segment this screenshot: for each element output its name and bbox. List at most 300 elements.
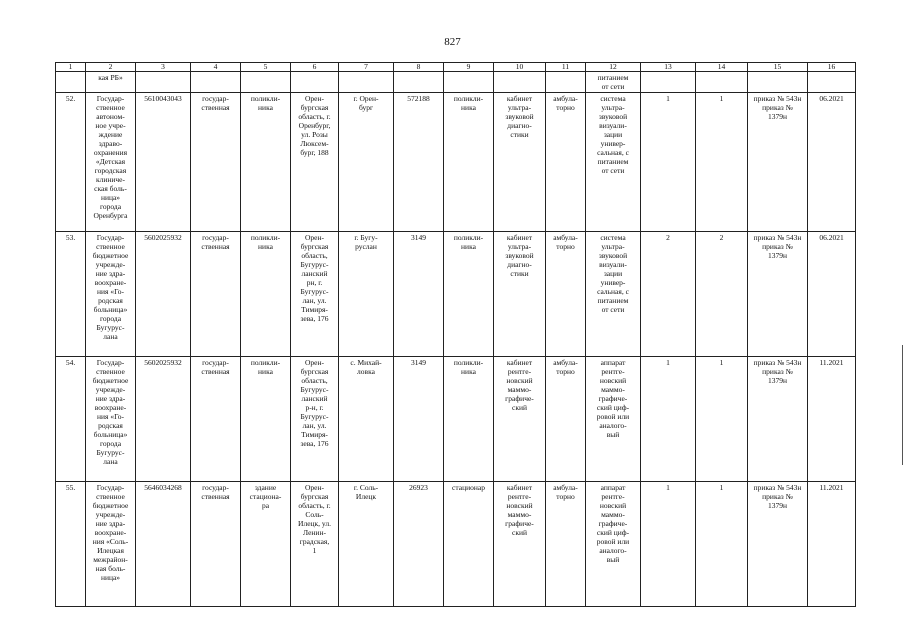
cell-text-line: ния «Го- (96, 287, 125, 296)
cell-text-line: рентге- (601, 367, 625, 376)
cell-text-line: государ- (202, 483, 229, 492)
cell-text-line: амбула- (553, 483, 578, 492)
date-cell: 11.2021 (808, 357, 856, 482)
cell-text-line: поликли- (453, 358, 484, 367)
cell-text-line: ловка (357, 367, 375, 376)
cell-text-line: звуковой (505, 251, 534, 260)
cell-text-line: города (99, 202, 122, 211)
cell-text-line: универ- (600, 139, 626, 148)
address-cell (291, 232, 339, 357)
column-number-cell: 9 (444, 63, 494, 72)
cell-text-line: ния «Го- (96, 412, 125, 421)
cell-text-line: ное учре- (95, 121, 126, 130)
cell-text-line: бургская (300, 492, 329, 501)
cell-text-line: область, (301, 376, 328, 385)
cell-text-line: визуали- (599, 121, 627, 130)
cell-text-line: поликли- (250, 233, 281, 242)
ownership-form-cell (191, 93, 241, 232)
cell-text-line: города (99, 439, 122, 448)
cell-text-line: клиниче- (95, 175, 126, 184)
facility-type-cell (241, 357, 291, 482)
cell-text-line: торно (556, 367, 575, 376)
cell-text-line: ультра- (601, 103, 625, 112)
cell-text-line: государ- (202, 233, 229, 242)
address-cell (291, 482, 339, 607)
cell-text-line: бюджетное (92, 501, 129, 510)
cell-text-line: приказ № 543н (753, 483, 802, 492)
column-number-cell: 4 (191, 63, 241, 72)
cell-text-line: 1379н (767, 112, 787, 121)
room-cell (494, 93, 546, 232)
date-cell: 06.2021 (808, 93, 856, 232)
cell-text-line: звуковой (598, 112, 628, 121)
cell-text-line: ский циф- (596, 403, 630, 412)
cell-text-line: стики (510, 130, 529, 139)
cell-text-line: ница» (100, 573, 121, 582)
facility-type-cell (241, 482, 291, 607)
code-cell: 3149 (394, 357, 444, 482)
cell-text-line: приказ № 543н (753, 94, 802, 103)
cell-text-line: зева, 176 (300, 439, 329, 448)
cell-text-line: лана (103, 457, 118, 466)
cell-text-line: ровой или (596, 412, 630, 421)
cell-text-line: Ленин- (303, 528, 326, 537)
cell-text-line: учрежде- (95, 260, 126, 269)
column-number-cell: 6 (291, 63, 339, 72)
cell-text-line: ская боль- (94, 184, 127, 193)
ownership-form-cell (191, 232, 241, 357)
empty-cell (444, 72, 494, 93)
org-name-cell (86, 482, 136, 607)
cell-text-line: зева, 176 (300, 314, 329, 323)
cell-text-line: ника (258, 242, 273, 251)
cell-text-line: сальная, с (597, 287, 629, 296)
cell-text-line: 1 (312, 546, 317, 555)
order-cell (748, 232, 808, 357)
inn-cell: 5610043043 (136, 93, 191, 232)
care-conditions-cell (546, 357, 586, 482)
org-name-cell (86, 93, 136, 232)
order-cell (748, 93, 808, 232)
cell-text-line: Орен- (304, 483, 324, 492)
column-number-cell: 12 (586, 63, 641, 72)
locality-cell (339, 482, 394, 607)
cell-text-line: торно (556, 103, 575, 112)
cell-text-line: 1379н (767, 376, 787, 385)
cell-text-line: межрайон- (93, 555, 128, 564)
cell-text-line: аналого- (599, 421, 627, 430)
cell-text-line: воохране- (94, 528, 127, 537)
cell-text-line: приказ № 543н (753, 358, 802, 367)
column-number-cell: 8 (394, 63, 444, 72)
equipment-table (55, 62, 856, 607)
cell-text-line: питанием (597, 73, 629, 82)
cell-text-line: «Детская (95, 157, 126, 166)
cell-text-line: приказ № (762, 367, 793, 376)
care-conditions-cell (546, 232, 586, 357)
cell-text-line: кабинет (506, 233, 533, 242)
cell-text-line: бургская (300, 103, 329, 112)
cell-text-line: руслан (355, 242, 377, 251)
empty-cell (808, 72, 856, 93)
column-number-cell: 11 (546, 63, 586, 72)
row-number-cell: 54. (56, 357, 86, 482)
cell-text-line: поликли- (250, 94, 281, 103)
cell-text-line: маммо- (601, 510, 625, 519)
quantity-cell: 2 (696, 232, 748, 357)
date-cell: 06.2021 (808, 232, 856, 357)
org-name-cell (86, 72, 136, 93)
date-cell: 11.2021 (808, 482, 856, 607)
cell-text-line: амбула- (553, 94, 578, 103)
cell-text-line: Илецк, ул. (298, 519, 331, 528)
column-number-cell: 5 (241, 63, 291, 72)
cell-text-line: графиче- (598, 519, 628, 528)
continuation-row (56, 72, 856, 93)
cell-text-line: приказ № 543н (753, 233, 802, 242)
cell-text-line: Государ- (96, 358, 125, 367)
empty-cell (241, 72, 291, 93)
equipment-cell (586, 93, 641, 232)
cell-text-line: приказ № (762, 242, 793, 251)
cell-text-line: ультра- (507, 242, 532, 251)
cell-text-line: кабинет (506, 358, 533, 367)
cell-text-line: ния «Соль- (92, 537, 129, 546)
cell-text-line: приказ № (762, 103, 793, 112)
cell-text-line: новский (506, 376, 533, 385)
cell-text-line: р-н, г. (305, 403, 324, 412)
empty-cell (748, 72, 808, 93)
cell-text-line: родская (98, 421, 123, 430)
cell-text-line: больница» (93, 430, 128, 439)
department-cell (444, 357, 494, 482)
cell-text-line: торно (556, 492, 575, 501)
table-row (56, 357, 856, 482)
cell-text-line: государ- (202, 94, 229, 103)
row-number-cell: 53. (56, 232, 86, 357)
column-number-cell: 14 (696, 63, 748, 72)
quantity-cell: 1 (696, 482, 748, 607)
cell-text-line: поликли- (453, 233, 484, 242)
cell-text-line: бюджетное (92, 376, 129, 385)
cell-text-line: ровой или (596, 537, 630, 546)
column-number-cell: 2 (86, 63, 136, 72)
quantity-cell: 1 (641, 93, 696, 232)
address-cell (291, 93, 339, 232)
column-number-cell: 1 (56, 63, 86, 72)
cell-text-line: Бугурус- (96, 323, 125, 332)
order-cell (748, 482, 808, 607)
inn-cell: 5602025932 (136, 357, 191, 482)
cell-text-line: графиче- (598, 394, 628, 403)
cell-text-line: г. Бугу- (354, 233, 378, 242)
cell-text-line: ждение (98, 130, 123, 139)
empty-cell (339, 72, 394, 93)
cell-text-line: маммо- (601, 385, 625, 394)
cell-text-line: ул. Розы (301, 130, 328, 139)
cell-text-line: система (600, 233, 626, 242)
cell-text-line: ственная (201, 492, 230, 501)
cell-text-line: бургская (300, 242, 329, 251)
quantity-cell: 1 (641, 482, 696, 607)
cell-text-line: Илецк (355, 492, 377, 501)
cell-text-line: здание (254, 483, 277, 492)
cell-text-line: зации (603, 269, 623, 278)
cell-text-line: ница» (100, 193, 121, 202)
org-name-cell (86, 232, 136, 357)
cell-text-line: ственное (96, 367, 125, 376)
code-cell: 3149 (394, 232, 444, 357)
cell-text-line: ние здра- (95, 394, 126, 403)
equipment-cell (586, 232, 641, 357)
cell-text-line: воохране- (94, 278, 127, 287)
empty-cell (546, 72, 586, 93)
cell-text-line: бургская (300, 367, 329, 376)
cell-text-line: графиче- (505, 394, 534, 403)
cell-text-line: вый (606, 555, 620, 564)
cell-text-line: г. Соль- (353, 483, 379, 492)
page-number: 827 (444, 36, 461, 48)
column-number-cell: 7 (339, 63, 394, 72)
cell-text-line: градская, (299, 537, 330, 546)
cell-text-line: ственная (201, 367, 230, 376)
cell-text-line: бюджетное (92, 251, 129, 260)
empty-cell (696, 72, 748, 93)
locality-cell (339, 232, 394, 357)
cell-text-line: здраво- (98, 139, 123, 148)
cell-text-line: Бугурус- (300, 287, 329, 296)
cell-text-line: новский (599, 376, 627, 385)
room-cell (494, 482, 546, 607)
cell-text-line: маммо- (507, 510, 532, 519)
department-cell (444, 482, 494, 607)
cell-text-line: кая РБ» (98, 73, 123, 82)
row-number-cell: 52. (56, 93, 86, 232)
cell-text-line: от сети (601, 305, 625, 314)
cell-text-line: питанием (597, 296, 629, 305)
cell-text-line: ника (461, 242, 476, 251)
cell-text-line: 1379н (767, 501, 787, 510)
cell-text-line: амбула- (553, 358, 578, 367)
column-number-row (56, 63, 856, 72)
cell-text-line: маммо- (507, 385, 532, 394)
cell-text-line: ланский (301, 394, 328, 403)
cell-text-line: ственное (96, 492, 125, 501)
cell-text-line: кабинет (506, 94, 533, 103)
row-number-cell: 55. (56, 482, 86, 607)
table-row (56, 482, 856, 607)
cell-text-line: ние здра- (95, 519, 126, 528)
empty-cell (494, 72, 546, 93)
cell-text-line: ский (512, 403, 527, 412)
cell-text-line: ский циф- (596, 528, 630, 537)
empty-cell (56, 72, 86, 93)
cell-text-line: ультра- (507, 103, 532, 112)
cell-text-line: бург, 188 (300, 148, 329, 157)
cell-text-line: учрежде- (95, 385, 126, 394)
cell-text-line: звуковой (598, 251, 628, 260)
address-cell (291, 357, 339, 482)
cell-text-line: диагно- (507, 260, 532, 269)
cell-text-line: Люксем- (300, 139, 329, 148)
cell-text-line: лан, ул. (302, 296, 327, 305)
room-cell (494, 357, 546, 482)
cell-text-line: Илецкая (97, 546, 124, 555)
cell-text-line: Бугурус- (300, 412, 329, 421)
cell-text-line: 1379н (767, 251, 787, 260)
cell-text-line: охранения (93, 148, 128, 157)
cell-text-line: стациона- (249, 492, 282, 501)
cell-text-line: питанием (597, 157, 629, 166)
cell-text-line: ственное (96, 242, 125, 251)
cell-text-line: ственное (96, 103, 125, 112)
cell-text-line: Оренбурга (93, 211, 128, 220)
cell-text-line: Тимиря- (301, 430, 328, 439)
cell-text-line: Орен- (304, 233, 324, 242)
cell-text-line: приказ № (762, 492, 793, 501)
cell-text-line: лана (103, 332, 118, 341)
cell-text-line: аналого- (599, 546, 627, 555)
cell-text-line: стационар (452, 483, 485, 492)
cell-text-line: диагно- (507, 121, 532, 130)
cell-text-line: ский (512, 528, 527, 537)
cell-text-line: амбула- (553, 233, 578, 242)
quantity-cell: 2 (641, 232, 696, 357)
cell-text-line: область, (301, 251, 328, 260)
cell-text-line: Бугурус- (300, 385, 329, 394)
empty-cell (641, 72, 696, 93)
code-cell: 26923 (394, 482, 444, 607)
equipment-cell (586, 357, 641, 482)
cell-text-line: ника (258, 367, 273, 376)
locality-cell (339, 357, 394, 482)
cell-text-line: Бугурус- (96, 448, 125, 457)
cell-text-line: рентге- (601, 492, 625, 501)
cell-text-line: аппарат (600, 358, 626, 367)
column-number-cell: 15 (748, 63, 808, 72)
cell-text-line: ра (261, 501, 270, 510)
cell-text-line: Тимиря- (301, 305, 328, 314)
column-number-cell: 10 (494, 63, 546, 72)
cell-text-line: зации (603, 130, 623, 139)
facility-type-cell (241, 93, 291, 232)
cell-text-line: ная боль- (95, 564, 126, 573)
cell-text-line: городская (94, 166, 127, 175)
cell-text-line: звуковой (505, 112, 534, 121)
table-row (56, 232, 856, 357)
cell-text-line: города (99, 314, 122, 323)
care-conditions-cell (546, 482, 586, 607)
column-number-cell: 13 (641, 63, 696, 72)
cell-text-line: ние здра- (95, 269, 126, 278)
department-cell (444, 93, 494, 232)
empty-cell (394, 72, 444, 93)
cell-text-line: Орен- (304, 94, 324, 103)
cell-text-line: торно (556, 242, 575, 251)
empty-cell (136, 72, 191, 93)
cell-text-line: учрежде- (95, 510, 126, 519)
cell-text-line: Государ- (96, 483, 125, 492)
room-cell (494, 232, 546, 357)
cell-text-line: рентге- (507, 492, 532, 501)
facility-type-cell (241, 232, 291, 357)
cell-text-line: поликли- (250, 358, 281, 367)
cell-text-line: от сети (601, 166, 625, 175)
code-cell: 572188 (394, 93, 444, 232)
cell-text-line: лан, ул. (302, 421, 327, 430)
column-number-cell: 16 (808, 63, 856, 72)
cell-text-line: ника (461, 367, 476, 376)
inn-cell: 5602025932 (136, 232, 191, 357)
cell-text-line: аппарат (600, 483, 626, 492)
cell-text-line: с. Михай- (350, 358, 382, 367)
cell-text-line: государ- (202, 358, 229, 367)
cell-text-line: область, г. (298, 112, 331, 121)
cell-text-line: стики (510, 269, 529, 278)
cell-text-line: новский (506, 501, 533, 510)
care-conditions-cell (546, 93, 586, 232)
cell-text-line: ланский (301, 269, 328, 278)
page-edge-mark (902, 345, 903, 465)
cell-text-line: больница» (93, 305, 128, 314)
cell-text-line: Государ- (96, 94, 125, 103)
cell-text-line: Орен- (304, 358, 324, 367)
cell-text-line: ственная (201, 242, 230, 251)
org-name-cell (86, 357, 136, 482)
cell-text-line: система (600, 94, 626, 103)
cell-text-line: графиче- (505, 519, 534, 528)
cell-text-line: Бугурус- (300, 260, 329, 269)
equipment-cell (586, 72, 641, 93)
cell-text-line: воохране- (94, 403, 127, 412)
inn-cell: 5646034268 (136, 482, 191, 607)
quantity-cell: 1 (696, 357, 748, 482)
locality-cell (339, 93, 394, 232)
empty-cell (191, 72, 241, 93)
cell-text-line: область, г. (298, 501, 331, 510)
table-row (56, 93, 856, 232)
cell-text-line: вый (606, 430, 620, 439)
empty-cell (291, 72, 339, 93)
cell-text-line: Государ- (96, 233, 125, 242)
order-cell (748, 357, 808, 482)
cell-text-line: универ- (600, 278, 626, 287)
cell-text-line: кабинет (506, 483, 533, 492)
cell-text-line: ника (258, 103, 273, 112)
cell-text-line: сальная, с (597, 148, 629, 157)
column-number-cell: 3 (136, 63, 191, 72)
quantity-cell: 1 (641, 357, 696, 482)
department-cell (444, 232, 494, 357)
ownership-form-cell (191, 482, 241, 607)
cell-text-line: ственная (201, 103, 230, 112)
cell-text-line: ультра- (601, 242, 625, 251)
cell-text-line: от сети (601, 82, 625, 91)
cell-text-line: рн, г. (306, 278, 323, 287)
cell-text-line: Соль- (305, 510, 324, 519)
cell-text-line: Оренбург, (298, 121, 331, 130)
equipment-cell (586, 482, 641, 607)
cell-text-line: г. Орен- (353, 94, 379, 103)
cell-text-line: ника (461, 103, 476, 112)
ownership-form-cell (191, 357, 241, 482)
cell-text-line: бург (358, 103, 374, 112)
cell-text-line: поликли- (453, 94, 484, 103)
cell-text-line: новский (599, 501, 627, 510)
cell-text-line: автоном- (96, 112, 125, 121)
cell-text-line: визуали- (599, 260, 627, 269)
cell-text-line: рентге- (507, 367, 532, 376)
